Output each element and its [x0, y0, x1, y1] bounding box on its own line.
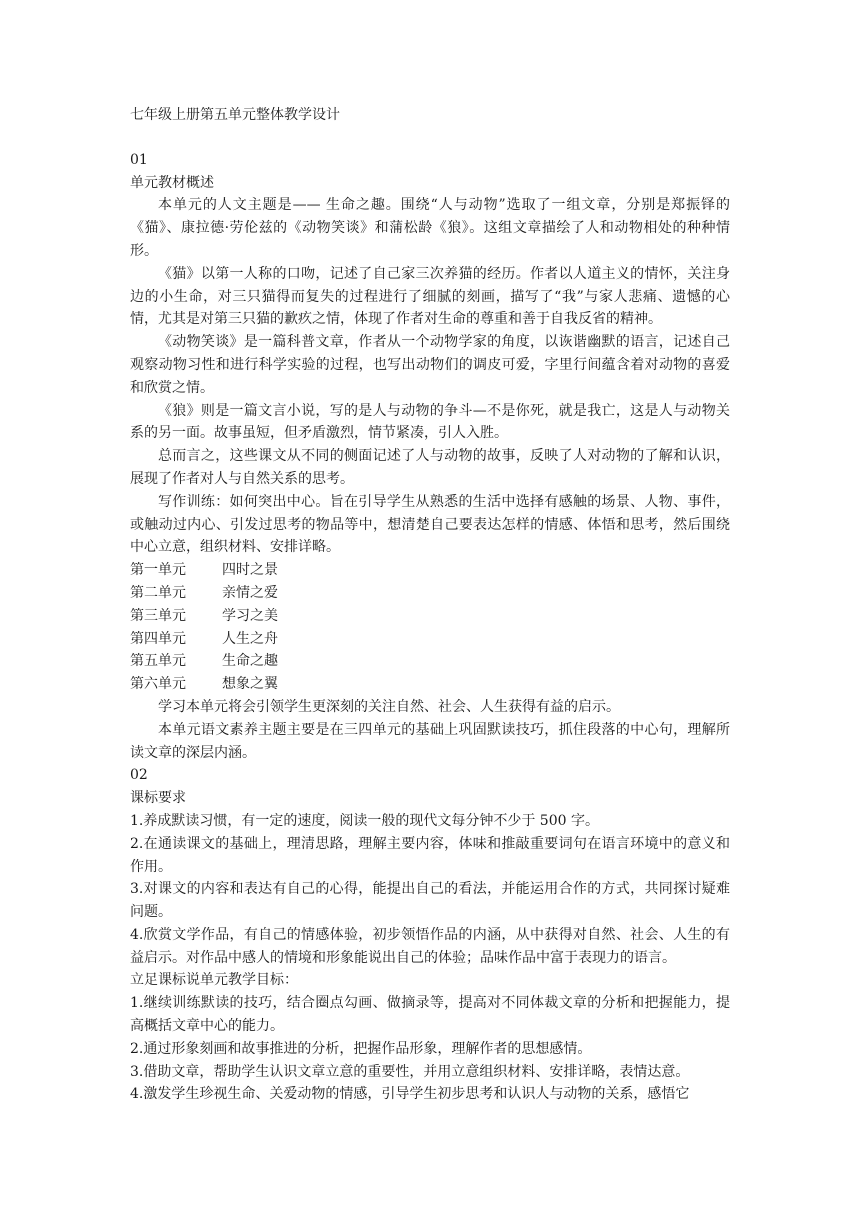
unit-row — [130, 559, 730, 582]
unit-theme: 学习之美 — [222, 607, 278, 624]
list-item: 2.在通读课文的基础上，理清思路，理解主要内容，体味和推敲重要词句在语言环境中的意义和作用。 — [130, 835, 730, 875]
paragraph: 写作训练：如何突出中心。旨在引导学生从熟悉的生活中选择有感触的场景、人物、事件，或触动过内心、引发过思考的物品等中，想清楚自己要表达怎样的情感、体悟和思考，然后围绕中心立意，组织材料、安排详略。 — [130, 493, 730, 556]
paragraph: 《猫》以第一人称的口吻，记述了自己家三次养猫的经历。作者以人道主义的情怀，关注身边的小生命，对三只猫得而复失的过程进行了细腻的刻画，描写了“我”与家人悲痛、遗憾的心情，尤其是对第三只猫的歉疚之情，体现了作者对生命的尊重和善于自我反省的精神。 — [130, 265, 730, 328]
subheading: 立足课标说单元教学目标： — [130, 972, 298, 989]
list-item: 4.欣赏文学作品，有自己的情感体验，初步领悟作品的内涵，从中获得对自然、社会、人生的有益启示。对作品中感人的情境和形象能说出自己的体验；品味作品中富于表现力的语言。 — [130, 926, 730, 966]
unit-name: 第五单元 — [130, 653, 186, 670]
paragraph: 《动物笑谈》是一篇科普文章，作者从一个动物学家的角度，以诙谐幽默的语言，记述自己观察动物习性和进行科学实验的过程，也写出动物们的调皮可爱，字里行间蕴含着对动物的喜爱和欣赏之情。 — [130, 334, 730, 396]
unit-name: 第六单元 — [130, 676, 186, 693]
list-item: 1.继续训练默读的技巧，结合圈点勾画、做摘录等，提高对不同体裁文章的分析和把握能力，提高概括文章中心的能力。 — [130, 995, 730, 1035]
paragraph: 本单元语文素养主题主要是在三四单元的基础上巩固默读技巧，抓住段落的中心句，理解所读文章的深层内涵。 — [130, 721, 730, 761]
unit-name: 第三单元 — [130, 607, 186, 624]
unit-theme: 亲情之爱 — [222, 584, 278, 601]
unit-name: 第二单元 — [130, 584, 186, 601]
document-title: 七年级上册第五单元整体教学设计 — [130, 107, 340, 123]
document-content — [130, 104, 730, 1106]
section-heading: 单元教材概述 — [130, 174, 214, 191]
unit-theme: 人生之舟 — [222, 630, 278, 647]
paragraph: 总而言之，这些课文从不同的侧面记述了人与动物的故事，反映了人对动物的了解和认识，展现了作者对人与自然关系的思考。 — [130, 448, 730, 487]
paragraph: 本单元的人文主题是—— 生命之趣。围绕“人与动物”选取了一组文章，分别是郑振铎的《猫》、康拉德·劳伦兹的《动物笑谈》和蒲松龄《狼》。这组文章描绘了人和动物相处的种种情形。 — [130, 197, 730, 259]
unit-theme: 想象之翼 — [222, 676, 278, 693]
paragraph: 学习本单元将会引领学生更深刻的关注自然、社会、人生获得有益的启示。 — [158, 698, 620, 715]
unit-theme: 生命之趣 — [222, 653, 278, 670]
list-item: 2.通过形象刻画和故事推进的分析，把握作品形象，理解作者的思想感情。 — [130, 1040, 592, 1057]
unit-name: 第四单元 — [130, 630, 186, 647]
list-item: 3.对课文的内容和表达有自己的心得，能提出自己的看法，并能运用合作的方式，共同探讨疑难问题。 — [130, 881, 730, 921]
unit-name: 第一单元 — [130, 562, 186, 579]
unit-row — [130, 673, 730, 696]
section-number: 02 — [130, 767, 148, 784]
unit-row — [130, 628, 730, 651]
unit-row — [130, 605, 730, 628]
unit-row — [130, 582, 730, 605]
section-heading: 课标要求 — [130, 790, 186, 807]
list-item: 1.养成默读习惯，有一定的速度，阅读一般的现代文每分钟不少于 500 字。 — [130, 812, 599, 829]
unit-row — [130, 650, 730, 673]
section-number: 01 — [130, 151, 148, 168]
unit-theme: 四时之景 — [222, 562, 278, 579]
list-item: 3.借助文章，帮助学生认识文章立意的重要性，并用立意组织材料、安排详略，表情达意。 — [130, 1063, 690, 1080]
list-item: 4.激发学生珍视生命、关爱动物的情感，引导学生初步思考和认识人与动物的关系，感悟它 — [130, 1086, 690, 1103]
paragraph: 《狼》则是一篇文言小说，写的是人与动物的争斗—不是你死，就是我亡，这是人与动物关系的另一面。故事虽短，但矛盾激烈，情节紧凑，引人入胜。 — [130, 402, 730, 442]
